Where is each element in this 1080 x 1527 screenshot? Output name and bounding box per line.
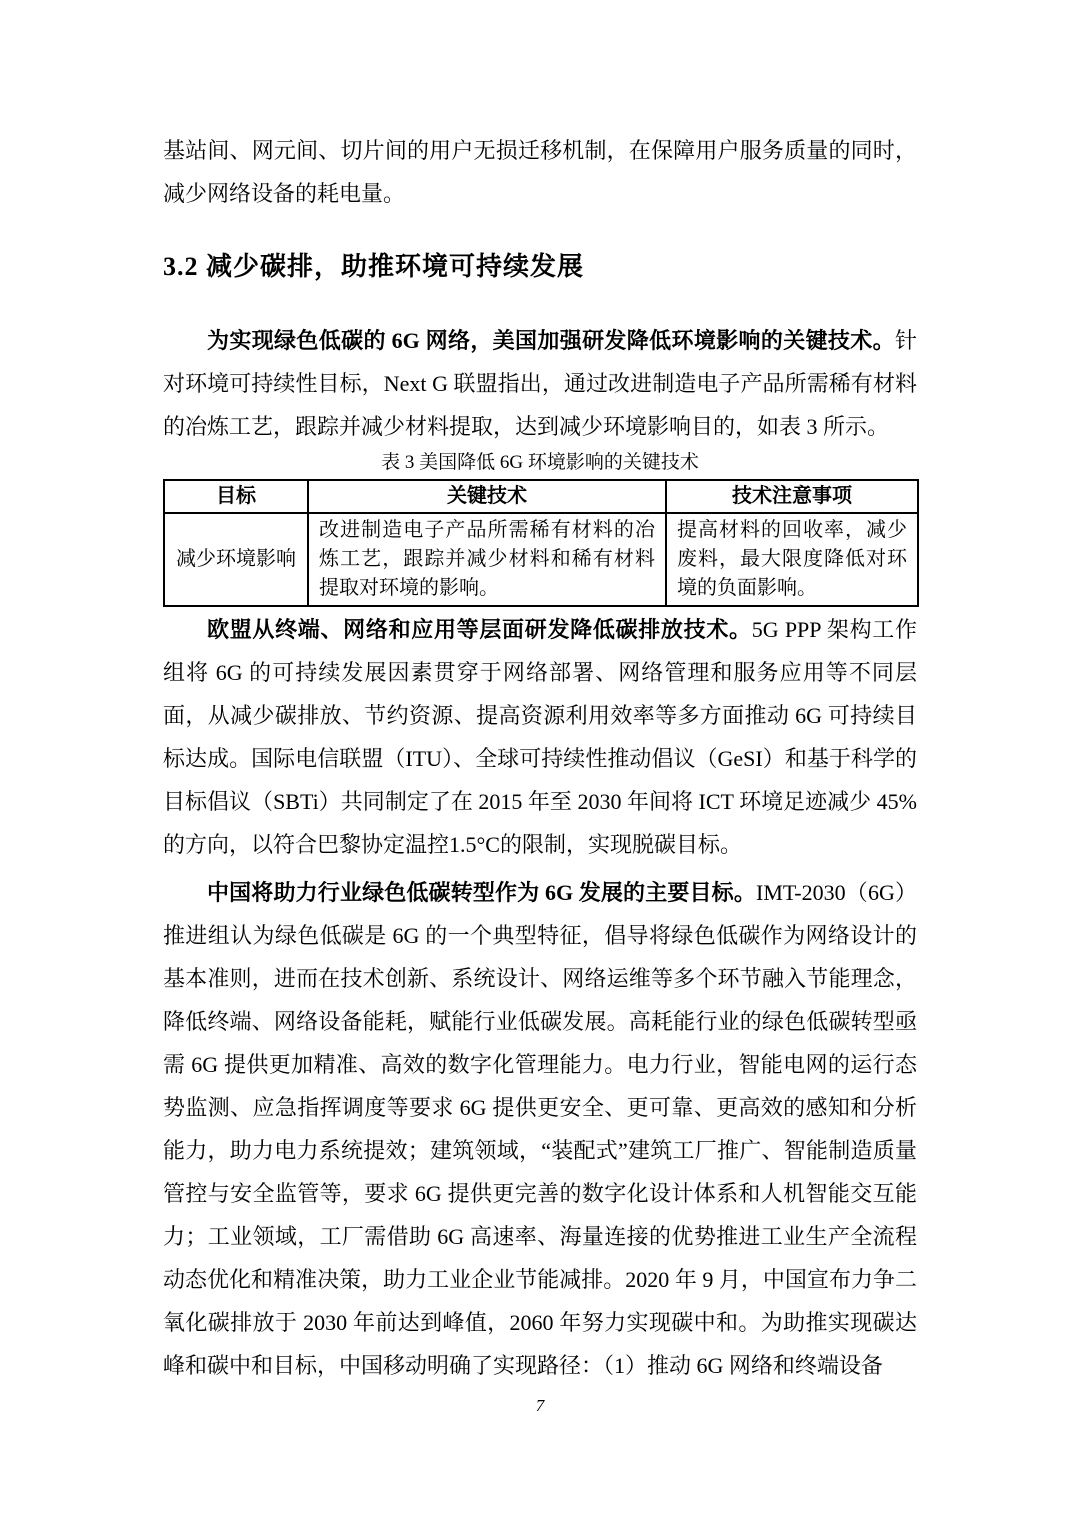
paragraph-us — [163, 319, 917, 448]
section-heading: 3.2 减少碳排，助推环境可持续发展 — [163, 252, 585, 281]
key-tech-table — [163, 479, 919, 607]
table-cell-goal: 减少环境影响 — [164, 513, 308, 606]
paragraph-eu-body: 5G PPP 架构工作组将 6G 的可持续发展因素贯穿于网络部署、网络管理和服务应用等不同层面，从减少碳排放、节约资源、提高资源利用效率等多方面推动 6G 可持续目标达成。国际电信联盟（ITU）、全球可持续性推动倡议（GeSI）和基于科学的目标倡议（SBTi）共同制定了在 2015 年至 2030 年间将 ICT 环境足迹减少 45%的方向，以符合巴黎协定温控1.5°C的限制，实现脱碳目标。 — [163, 617, 917, 857]
table-cell-key-tech: 改进制造电子产品所需稀有材料的冶炼工艺，跟踪并减少材料和稀有材料提取对环境的影响。 — [308, 513, 666, 606]
table-header-key-tech: 关键技术 — [308, 480, 666, 513]
page-content — [163, 129, 917, 1387]
paragraph-china-body: IMT-2030（6G）推进组认为绿色低碳是 6G 的一个典型特征，倡导将绿色低碳作为网络设计的基本准则，进而在技术创新、系统设计、网络运维等多个环节融入节能理念，降低终端、网络设备能耗，赋能行业低碳发展。高耗能行业的绿色低碳转型亟需 6G 提供更加精准、高效的数字化管理能力。电力行业，智能电网的运行态势监测、应急指挥调度等要求 6G 提供更安全、更可靠、更高效的感知和分析能力，助力电力系统提效；建筑领域，“装配式”建筑工厂推广、智能制造质量管控与安全监管等，要求 6G 提供更完善的数字化设计体系和人机智能交互能力；工业领域，工厂需借助 6G 高速率、海量连接的优势推进工业生产全流程动态优化和精准决策，助力工业企业节能减排。2020 年 9 月，中国宣布力争二氧化碳排放于 2030 年前达到峰值，2060 年努力实现碳中和。为助推实现碳达峰和碳中和目标，中国移动明确了实现路径：（1）推动 6G 网络和终端设备 — [163, 880, 917, 1378]
paragraph-china-lead: 中国将助力行业绿色低碳转型作为 6G 发展的主要目标。 — [207, 880, 756, 905]
page-number: 7 — [535, 1396, 545, 1415]
table-header-row — [164, 480, 918, 513]
table-header-goal: 目标 — [164, 480, 308, 513]
paragraph-continuation: 基站间、网元间、切片间的用户无损迁移机制，在保障用户服务质量的同时，减少网络设备的耗电量。 — [163, 138, 917, 206]
table-row — [164, 513, 918, 606]
table-cell-notes: 提高材料的回收率，减少废料，最大限度降低对环境的负面影响。 — [666, 513, 918, 606]
paragraph-eu-lead: 欧盟从终端、网络和应用等层面研发降低碳排放技术。 — [207, 617, 752, 642]
paragraph-china — [163, 871, 917, 1387]
table-caption: 表 3 美国降低 6G 环境影响的关键技术 — [381, 452, 699, 473]
paragraph-us-lead: 为实现绿色低碳的 6G 网络，美国加强研发降低环境影响的关键技术。 — [207, 328, 895, 353]
paragraph-eu — [163, 608, 917, 866]
table-header-notes: 技术注意事项 — [666, 480, 918, 513]
paragraph-us-body: 针对环境可持续性目标，Next G 联盟指出，通过改进制造电子产品所需稀有材料的冶炼工艺，跟踪并减少材料提取，达到减少环境影响目的，如表 3 所示。 — [163, 328, 917, 439]
